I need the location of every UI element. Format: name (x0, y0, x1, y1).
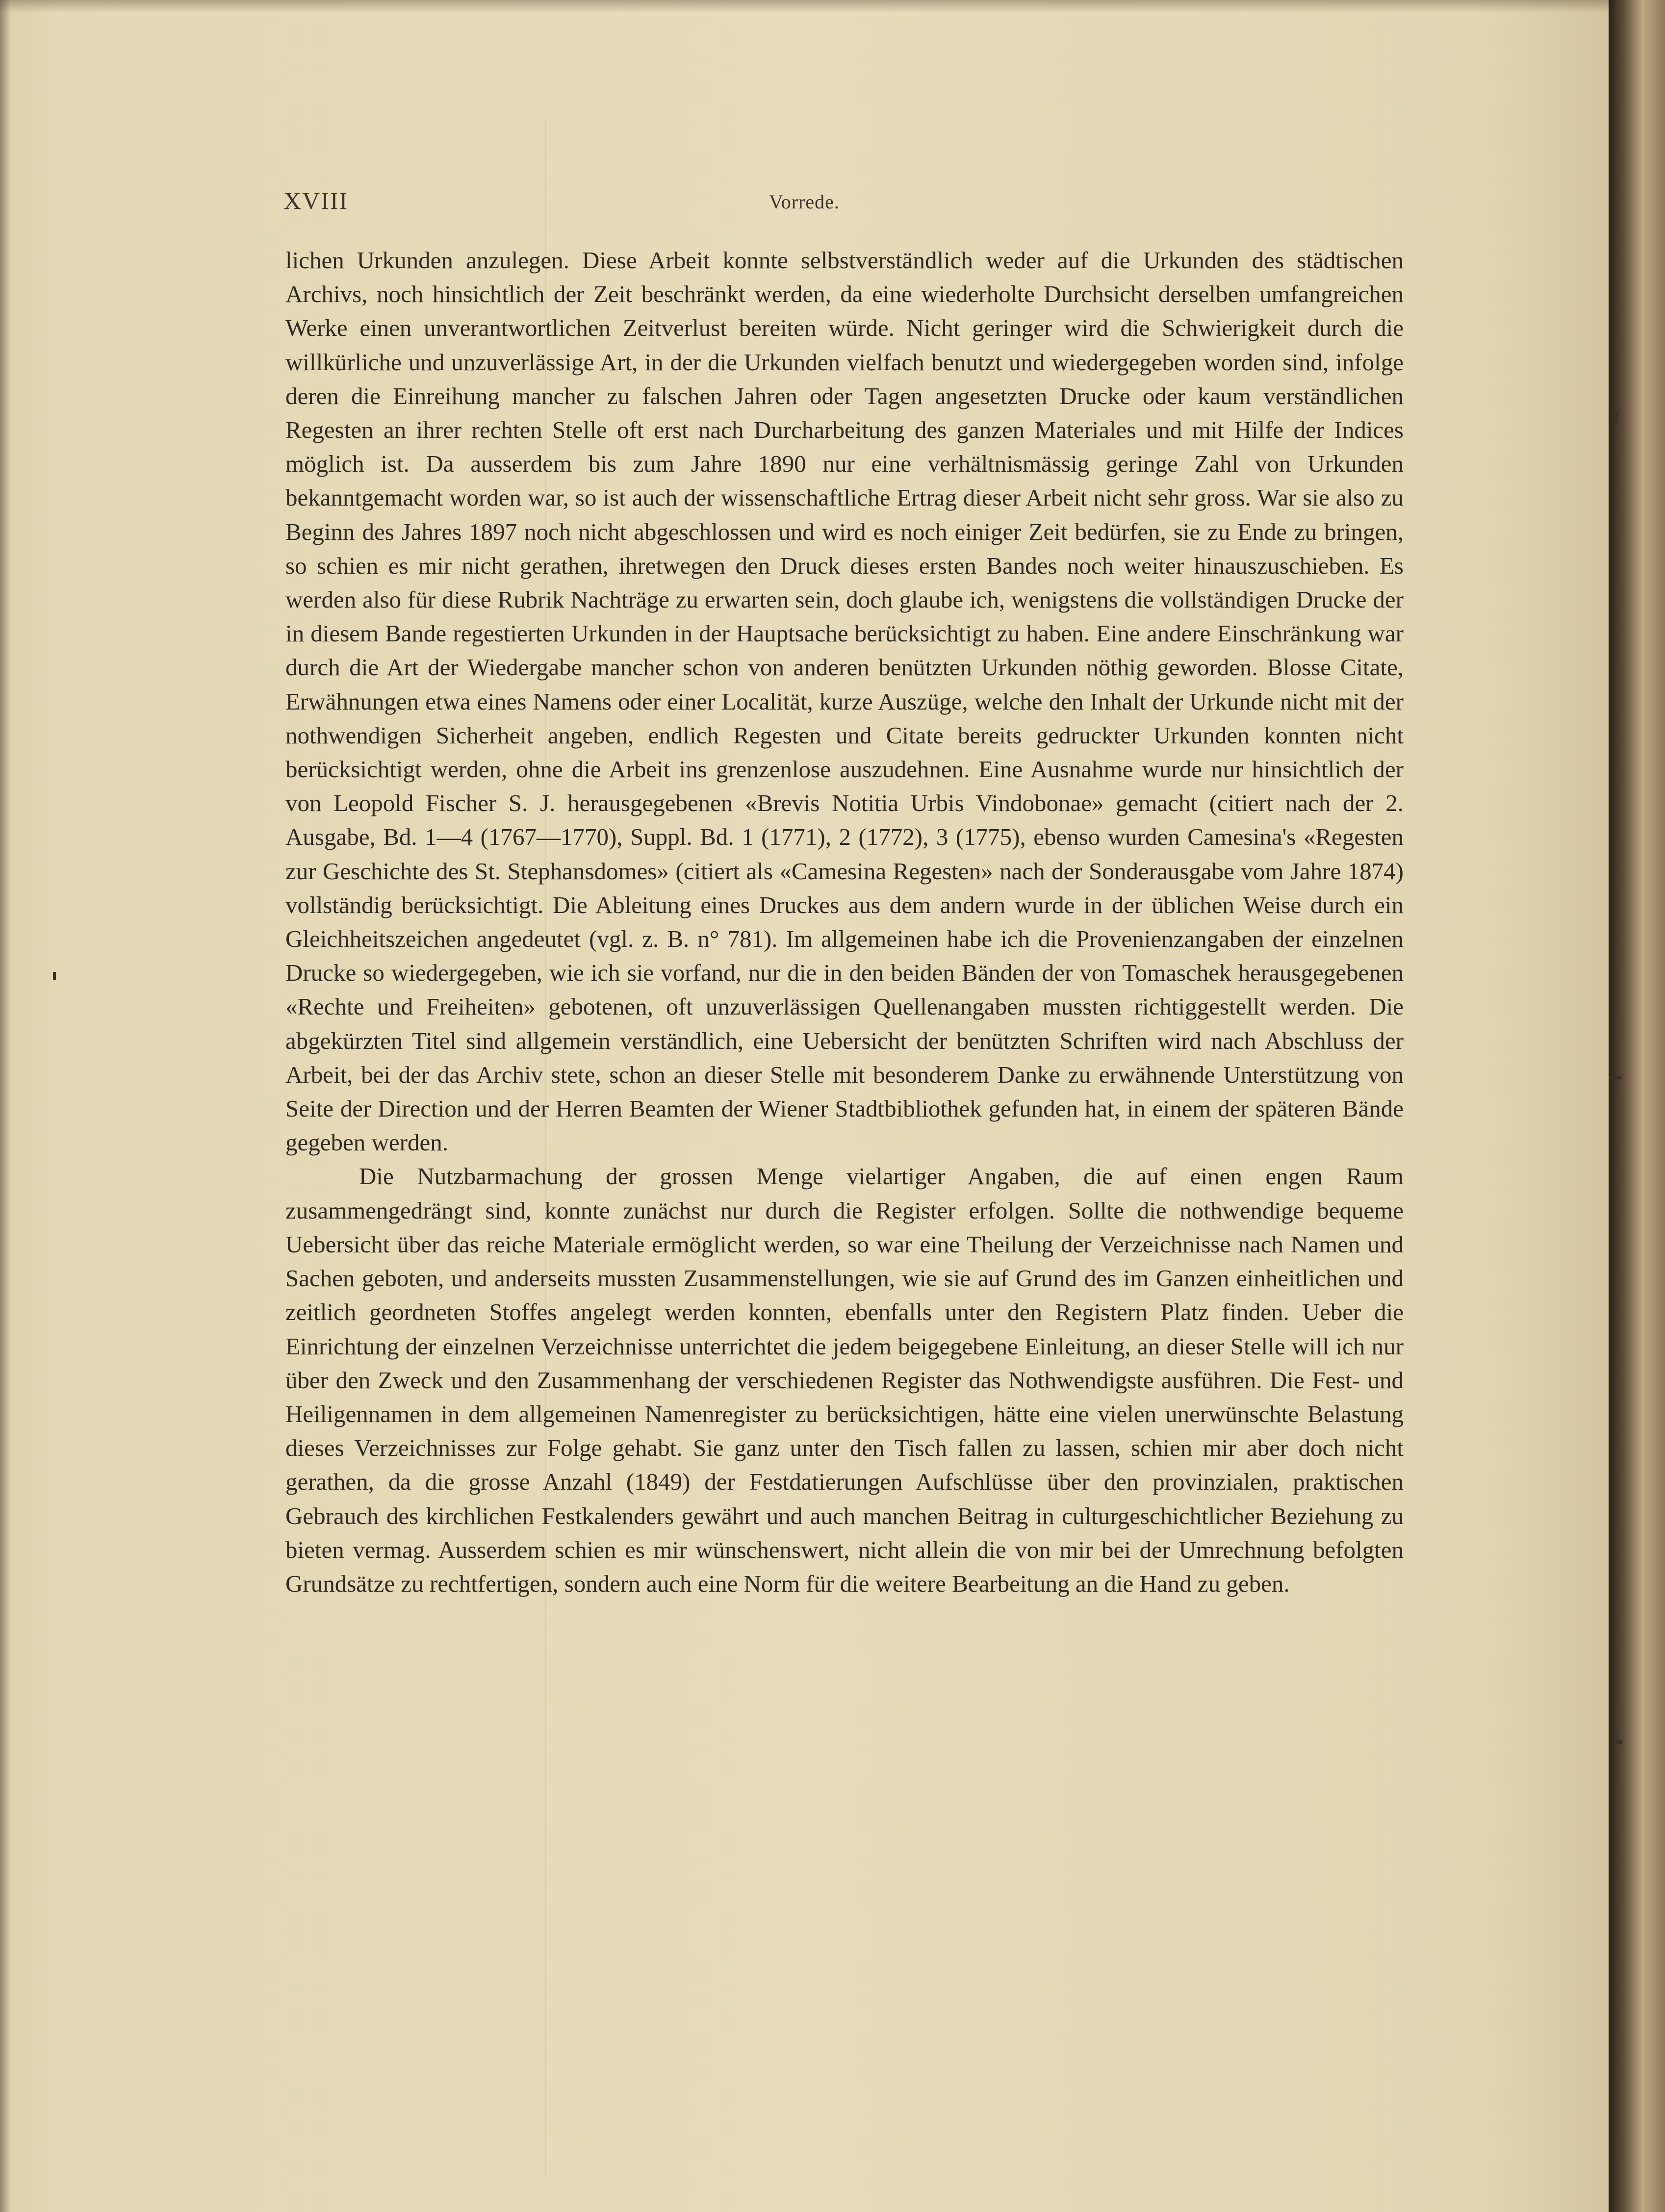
paragraph-1: lichen Urkunden anzulegen. Diese Arbeit konnte selbstverständlich weder auf die Urkunden des städtischen Archivs, noch hinsichtlich der Zeit beschränkt werden, da eine wiederholte Durchsicht derselben umfangreichen Werke einen unverantwortlichen Zeitverlust bereiten würde. Nicht geringer wird die Schwierigkeit durch die willkürliche und unzuverlässige Art, in der die Urkunden vielfach benutzt und wiedergegeben worden sind, infolge deren die Einreihung mancher zu falschen Jahren oder Tagen angesetzten Drucke oder kaum verständlichen Regesten an ihrer rechten Stelle oft erst nach Durcharbeitung des ganzen Materiales und mit Hilfe der Indices möglich ist. Da ausserdem bis zum Jahre 1890 nur eine verhältnismässig geringe Zahl von Urkunden bekanntgemacht worden war, so ist auch der wissenschaftliche Ertrag dieser Arbeit nicht sehr gross. War sie also zu Beginn des Jahres 1897 noch nicht abgeschlossen und wird es noch einiger Zeit bedürfen, sie zu Ende zu bringen, so schien es mir nicht gerathen, ihretwegen den Druck dieses ersten Bandes noch weiter hinauszuschieben. Es werden also für diese Rubrik Nachträge zu erwarten sein, doch glaube ich, wenigstens die vollständigen Drucke der in diesem Bande regestierten Urkunden in der Hauptsache berücksichtigt zu haben. Eine andere Einschränkung war durch die Art der Wiedergabe mancher schon von anderen benützten Urkunden nöthig geworden. Blosse Citate, Erwähnungen etwa eines Namens oder einer Localität, kurze Auszüge, welche den Inhalt der Urkunde nicht mit der nothwendigen Sicherheit angeben, endlich Regesten und Citate bereits gedruckter Urkunden konnten nicht berücksichtigt werden, ohne die Arbeit ins grenzenlose auszudehnen. Eine Ausnahme wurde nur hinsichtlich der von Leopold Fischer S. J. herausgegebenen «Brevis Notitia Urbis Vindobonae» gemacht (citiert nach der 2. Ausgabe, Bd. 1—4 (1767—1770), Suppl. Bd. 1 (1771), 2 (1772), 3 (1775), ebenso wurden Camesina's «Regesten zur Geschichte des St. Stephansdomes» (citiert als «Camesina Regesten» nach der Sonderausgabe vom Jahre 1874) vollständig berücksichtigt. Die Ableitung eines Druckes aus dem andern wurde in der üblichen Weise durch ein Gleichheitszeichen angedeutet (vgl. z. B. n° 781). Im allgemeinen habe ich die Provenienzangaben der einzelnen Drucke so wiedergegeben, wie ich sie vorfand, nur die in den beiden Bänden der von Tomaschek herausgegebenen «Rechte und Freiheiten» gebotenen, oft unzuverlässigen Quellenangaben mussten richtiggestellt werden. Die abgekürzten Titel sind allgemein verständlich, eine Uebersicht der benützten Schriften wird nach Abschluss der Arbeit, bei der das Archiv stete, schon an dieser Stelle mit besonderem Danke zu erwähnende Unterstützung von Seite der Direction und der Herren Beamten der Wiener Stadtbibliothek gefunden hat, in einem der späteren Bände gegeben werden. (285, 247, 1404, 1156)
left-shadow (0, 0, 11, 2212)
book-edge (1609, 0, 1665, 2212)
margin-speck (1616, 1740, 1622, 1744)
running-title: Vorrede. (769, 191, 840, 213)
margin-speck (1614, 412, 1618, 423)
page-number: XVIII (283, 187, 349, 214)
margin-speck (1609, 1076, 1621, 1079)
body-text (285, 243, 1404, 1601)
top-shadow (0, 0, 1609, 13)
margin-speck (53, 972, 56, 980)
paragraph-2: Die Nutzbarmachung der grossen Menge vielartiger Angaben, die auf einen engen Raum zusammengedrängt sind, konnte zunächst nur durch die Register erfolgen. Sollte die nothwendige bequeme Uebersicht über das reiche Materiale ermöglicht werden, so war eine Theilung der Verzeichnisse nach Namen und Sachen geboten, und anderseits mussten Zusammenstellungen, wie sie auf Grund des im Ganzen einheitlichen und zeitlich geordneten Stoffes angelegt werden konnten, ebenfalls unter den Registern Platz finden. Ueber die Einrichtung der einzelnen Verzeichnisse unterrichtet die jedem beigegebene Einleitung, an dieser Stelle will ich nur über den Zweck und den Zusammenhang der verschiedenen Register das Nothwendigste ausführen. Die Fest- und Heiligennamen in dem allgemeinen Namenregister zu berücksichtigen, hätte eine vielen unerwünschte Belastung dieses Verzeichnisses zur Folge gehabt. Sie ganz unter den Tisch fallen zu lassen, schien mir aber doch nicht gerathen, da die grosse Anzahl (1849) der Festdatierungen Aufschlüsse über den provinzialen, praktischen Gebrauch des kirchlichen Festkalenders gewährt und auch manchen Beitrag in culturgeschichtlicher Beziehung zu bieten vermag. Ausserdem schien es mir wünschenswert, nicht allein die von mir bei der Umrechnung befolgten Grundsätze zu rechtfertigen, sondern auch eine Norm für die weitere Bearbeitung an die Hand zu geben. (285, 1163, 1404, 1597)
